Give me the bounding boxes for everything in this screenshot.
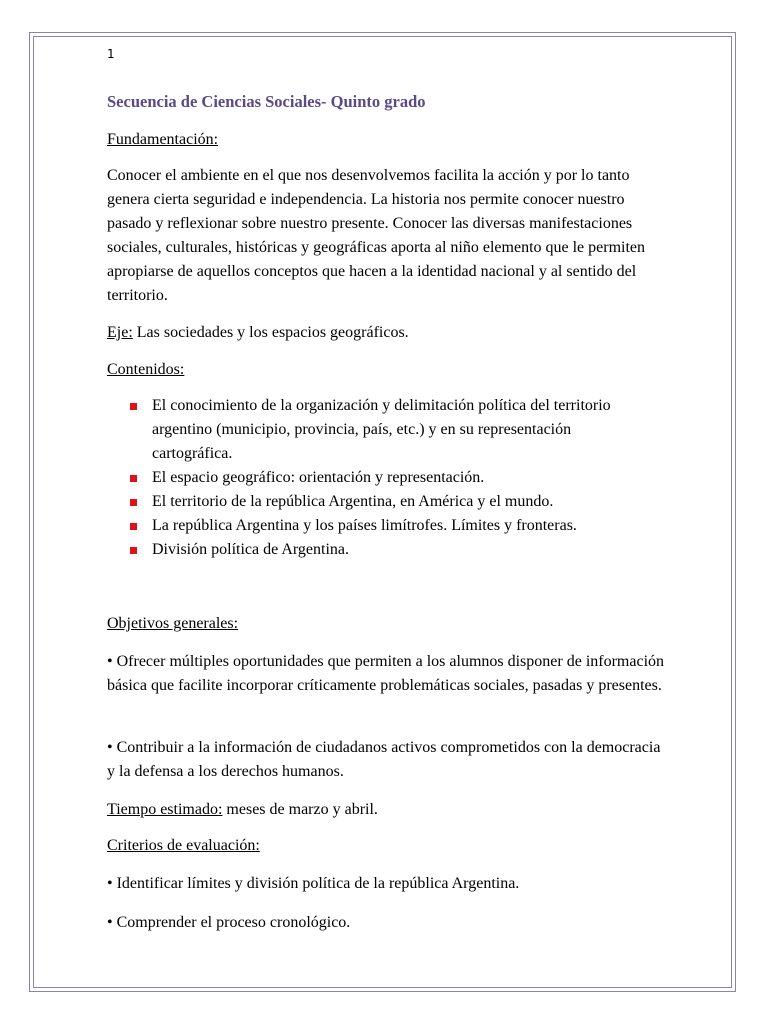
criterio-item: • Comprender el proceso cronológico. [107, 914, 351, 931]
square-bullet-icon [130, 403, 137, 410]
list-item [127, 514, 647, 538]
list-item-text: El conocimiento de la organización y delimitación política del territorio argentino (municipio, provincia, país, etc.) y en su representación cartográfica. [152, 397, 611, 462]
tiempo-line [107, 798, 378, 822]
eje-label: Eje: [107, 324, 133, 341]
eje-line [107, 321, 409, 345]
criterios-heading: Criterios de evaluación: [107, 837, 260, 854]
objetivo-item: • Ofrecer múltiples oportunidades que permiten a los alumnos disponer de información básica que facilite incorporar críticamente problemáticas sociales, pasadas y presentes. [107, 653, 665, 694]
objetivos-heading: Objetivos generales: [107, 615, 239, 632]
square-bullet-icon [130, 499, 137, 506]
document-title: Secuencia de Ciencias Sociales- Quinto grado [107, 92, 426, 111]
list-item [127, 490, 647, 514]
tiempo-text: meses de marzo y abril. [222, 801, 378, 818]
objetivo-item: • Contribuir a la información de ciudadanos activos comprometidos con la democracia y la defensa a los derechos humanos. [107, 739, 661, 780]
page-number: 1 [107, 47, 115, 61]
square-bullet-icon [130, 547, 137, 554]
fundamentacion-heading: Fundamentación: [107, 131, 219, 148]
list-item [127, 394, 647, 466]
square-bullet-icon [130, 475, 137, 482]
list-item-text: División política de Argentina. [152, 541, 350, 558]
list-item-text: El espacio geográfico: orientación y representación. [152, 469, 485, 486]
fundamentacion-text: Conocer el ambiente en el que nos desenvolvemos facilita la acción y por lo tanto genera cierta seguridad e independencia. La historia nos permite conocer nuestro pasado y reflexionar sobre nuestro presente. Conocer las diversas manifestaciones sociales, culturales, históricas y geográficas aporta al niño elemento que le permiten apropiarse de aquellos conceptos que hacen a la identidad nacional y al sentido del territorio. [107, 167, 646, 304]
tiempo-label: Tiempo estimado: [107, 801, 223, 818]
contenidos-heading: Contenidos: [107, 361, 185, 378]
eje-text: Las sociedades y los espacios geográficos. [132, 324, 409, 341]
list-item-text: El territorio de la república Argentina, en América y el mundo. [152, 493, 554, 510]
list-item [127, 538, 647, 562]
square-bullet-icon [130, 523, 137, 530]
criterio-item: • Identificar límites y división política de la república Argentina. [107, 875, 520, 892]
list-item [127, 466, 647, 490]
contenidos-list [127, 394, 647, 562]
list-item-text: La república Argentina y los países limítrofes. Límites y fronteras. [152, 517, 577, 534]
